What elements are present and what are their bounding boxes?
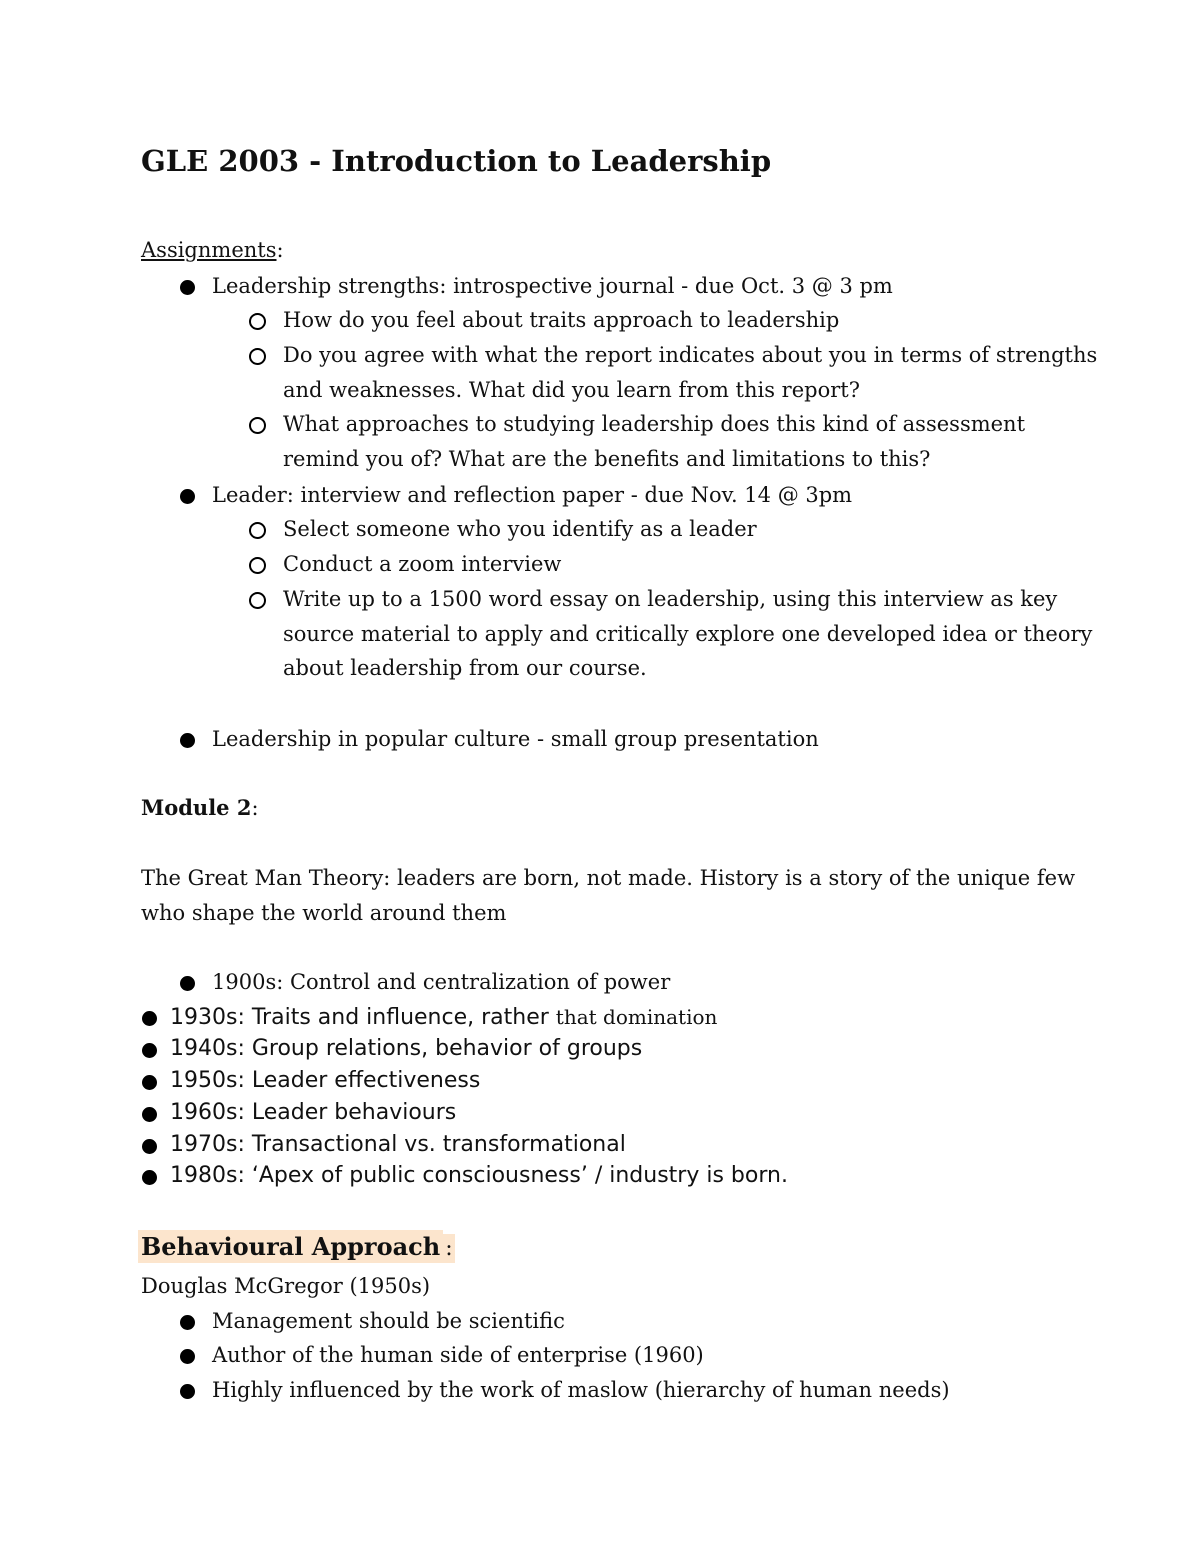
assignments-heading-text: Assignments	[141, 238, 277, 262]
section-heading-text: Behavioural Approach	[138, 1230, 443, 1263]
page-title: GLE 2003 - Introduction to Leadership	[141, 144, 772, 178]
section-heading	[138, 1234, 455, 1262]
era-item: 1970s: Transactional vs. transformational	[170, 1132, 626, 1157]
era-item-tail: that domination	[555, 1005, 718, 1029]
hollow-bullet-icon	[249, 522, 266, 539]
hollow-bullet-icon	[249, 348, 266, 365]
bullet-icon	[180, 976, 195, 991]
section-heading-colon: :	[445, 1236, 453, 1261]
sub-list-item: Do you agree with what the report indicates about you in terms of strengths	[283, 343, 1098, 367]
era-item: 1940s: Group relations, behavior of groups	[170, 1036, 643, 1061]
bullet-icon	[180, 1384, 195, 1399]
bullet-icon	[180, 280, 195, 295]
sub-list-item: How do you feel about traits approach to leadership	[283, 308, 840, 332]
sub-list-item-continuation: and weaknesses. What did you learn from this report?	[283, 378, 860, 402]
bullet-icon	[142, 1043, 157, 1058]
hollow-bullet-icon	[249, 592, 266, 609]
module-heading-text: Module 2	[141, 795, 252, 820]
sub-list-item-continuation: about leadership from our course.	[283, 656, 647, 680]
sub-list-item-continuation: source material to apply and critically explore one developed idea or theory	[283, 622, 1093, 646]
list-item: Leader: interview and reflection paper - due Nov. 14 @ 3pm	[212, 483, 853, 507]
assignments-heading	[141, 237, 284, 263]
sub-list-item: Conduct a zoom interview	[283, 552, 562, 576]
assignments-heading-colon: :	[276, 238, 284, 262]
module-heading-colon: :	[251, 796, 259, 820]
bullet-icon	[142, 1170, 157, 1185]
list-item: Management should be scientific	[212, 1309, 565, 1333]
bullet-icon	[142, 1107, 157, 1122]
sub-list-item-continuation: remind you of? What are the benefits and limitations to this?	[283, 447, 931, 471]
bullet-icon	[180, 1349, 195, 1364]
module-heading	[141, 795, 259, 821]
bullet-icon	[180, 1315, 195, 1330]
sub-list-item: Select someone who you identify as a leader	[283, 517, 757, 541]
era-item: 1980s: ‘Apex of public consciousness’ / industry is born.	[170, 1163, 788, 1188]
bullet-icon	[142, 1075, 157, 1090]
list-item: Highly influenced by the work of maslow (hierarchy of human needs)	[212, 1378, 950, 1402]
sub-list-item: What approaches to studying leadership does this kind of assessment	[283, 412, 1026, 436]
paragraph-line: The Great Man Theory: leaders are born, not made. History is a story of the unique few	[141, 866, 1076, 890]
list-item: Author of the human side of enterprise (1960)	[212, 1343, 704, 1367]
list-item: Leadership strengths: introspective journal - due Oct. 3 @ 3 pm	[212, 274, 893, 298]
bullet-icon	[180, 489, 195, 504]
bullet-icon	[142, 1139, 157, 1154]
era-item: 1960s: Leader behaviours	[170, 1100, 457, 1125]
sub-list-item: Write up to a 1500 word essay on leadership, using this interview as key	[283, 587, 1058, 611]
paragraph-line: who shape the world around them	[141, 901, 507, 925]
list-item: Leadership in popular culture - small group presentation	[212, 727, 819, 751]
hollow-bullet-icon	[249, 557, 266, 574]
era-item: 1900s: Control and centralization of power	[212, 970, 671, 994]
era-item: 1950s: Leader effectiveness	[170, 1068, 481, 1093]
hollow-bullet-icon	[249, 313, 266, 330]
era-item-main: 1930s: Traits and influence, rather	[170, 1005, 556, 1030]
bullet-icon	[142, 1011, 157, 1026]
hollow-bullet-icon	[249, 417, 266, 434]
era-item	[170, 1004, 717, 1031]
person-name: Douglas McGregor (1950s)	[141, 1274, 431, 1298]
bullet-icon	[180, 733, 195, 748]
